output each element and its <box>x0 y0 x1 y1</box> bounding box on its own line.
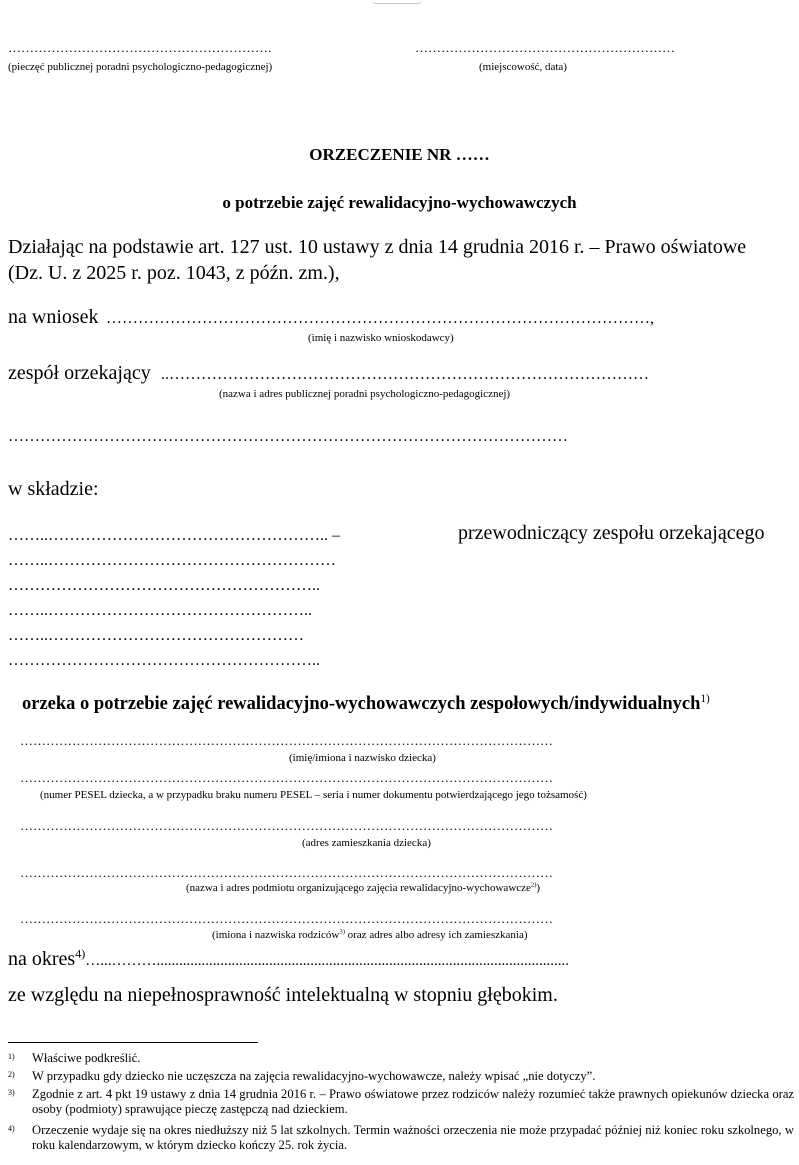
organizer-hint <box>186 882 540 894</box>
place-label: (miejscowość, data) <box>479 61 567 73</box>
footnote-1-mark: 1) <box>8 1052 15 1061</box>
page-top-edge-mark <box>372 0 422 4</box>
footnote-3 <box>8 1087 794 1117</box>
child-pesel-hint: (numer PESEL dziecka, a w przypadku braku numeru PESEL – seria i numer dokumentu potwierdzającego jego tożsamość) <box>40 789 587 801</box>
member-line-5: ………………………………………………….. <box>8 652 320 669</box>
stamp-label: (pieczęć publicznej poradni psychologiczno-pedagogicznej) <box>8 61 273 73</box>
conclusion-text: ze względu na niepełnosprawność intelektualną w stopniu głębokim. <box>8 984 558 1006</box>
organizer-dots: …………………………………………………………………………………………………………… <box>20 865 553 880</box>
child-name-dots: …………………………………………………………………………………………………………… <box>20 733 553 748</box>
zespol-hint: (nazwa i adres publicznej poradni psychologiczno-pedagogicznej) <box>219 388 511 400</box>
zespol-label: zespół orzekający <box>8 362 151 384</box>
zespol-dots-line-2: …………………………………………………………………………………………… <box>8 428 568 445</box>
footnote-1 <box>8 1051 794 1066</box>
zespol-dots: ..……………………………………………………………………………… <box>161 366 649 383</box>
footnote-3-text: Zgodnie z art. 4 pkt 19 ustawy z dnia 14 grudnia 2016 r. – Prawo oświatowe przez rodziców należy rozumieć także prawnych opiekunów dziecka oraz osoby (podmioty) sprawujące pieczę zastępczą nad dzieckiem. <box>32 1087 794 1116</box>
chair-label: przewodniczący zespołu orzekającego <box>458 522 765 544</box>
chair-dots: ……..…………………………………………….. – <box>8 527 340 544</box>
okres-dots: …...……….............................................................................................................. <box>85 953 569 969</box>
organizer-footnote-ref: 2) <box>530 881 537 889</box>
stamp-dots: ……………………………………………………. <box>8 40 272 55</box>
parents-dots: …………………………………………………………………………………………………………… <box>20 911 553 926</box>
orzeka-heading <box>22 694 710 715</box>
footnote-4-text: Orzeczenie wydaje się na okres niedłuższy niż 5 lat szkolnych. Termin ważności orzeczenia nie może przypadać później niż koniec roku szkolnego, w roku kalendarzowym, w którym dziecko kończy 25. rok życia. <box>32 1123 794 1152</box>
footnote-4-mark: 4) <box>8 1124 15 1133</box>
child-address-dots: …………………………………………………………………………………………………………… <box>20 818 553 833</box>
parents-footnote-ref: 3) <box>339 928 345 936</box>
intro-line-1: Działając na podstawie art. 127 ust. 10 ustawy z dnia 14 grudnia 2016 r. – Prawo oświatowe <box>8 236 747 258</box>
footnote-2 <box>8 1069 794 1084</box>
footnote-2-mark: 2) <box>8 1070 15 1079</box>
child-pesel-dots: …………………………………………………………………………………………………………… <box>20 770 553 785</box>
orzeka-footnote-ref: 1) <box>700 692 710 705</box>
member-line-3: ……..………………………………………….. <box>8 602 312 619</box>
wniosek-dots: …………………………………………………………………………………………, <box>106 310 654 327</box>
organizer-hint-close: ) <box>536 882 541 894</box>
intro-line-2: (Dz. U. z 2025 r. poz. 1043, z późn. zm.), <box>8 262 340 284</box>
organizer-hint-text: (nazwa i adres podmiotu organizującego zajęcia rewalidacyjno-wychowawcze <box>186 882 531 894</box>
parents-hint-text: (imiona i nazwiska rodziców <box>212 929 340 941</box>
child-name-hint: (imię/imiona i nazwisko dziecka) <box>289 752 436 764</box>
orzeka-heading-text: orzeka o potrzebie zajęć rewalidacyjno-wychowawczych zespołowych/indywidualnych <box>22 694 701 714</box>
wniosek-hint: (imię i nazwisko wnioskodawcy) <box>308 332 454 344</box>
okres-label: na okres <box>8 948 76 970</box>
member-line-1: ……..……………………………………………… <box>8 552 336 569</box>
footnote-3-mark: 3) <box>8 1088 15 1097</box>
okres-line <box>8 948 569 971</box>
document-title: ORZECZENIE NR …… <box>309 145 490 164</box>
member-line-4: ……..………………………………………… <box>8 627 304 644</box>
footnote-1-text: Właściwe podkreślić. <box>32 1051 141 1065</box>
wniosek-label: na wniosek <box>8 306 99 328</box>
child-address-hint: (adres zamieszkania dziecka) <box>302 837 431 849</box>
parents-hint <box>212 929 528 941</box>
document-subtitle: o potrzebie zajęć rewalidacyjno-wychowawczych <box>222 193 577 212</box>
footnote-4 <box>8 1123 794 1153</box>
parents-hint-rest: oraz adres albo adresy ich zamieszkania) <box>344 929 528 941</box>
skladzie-label: w składzie: <box>8 478 99 500</box>
member-line-2: ………………………………………………….. <box>8 577 320 594</box>
footnote-2-text: W przypadku gdy dziecko nie uczęszcza na zajęcia rewalidacyjno-wychowawcze, należy wpisać „nie dotyczy”. <box>32 1069 596 1083</box>
okres-footnote-ref: 4) <box>75 946 86 961</box>
footnote-separator <box>8 1042 258 1043</box>
place-dots: …………………………………………………… <box>415 40 675 55</box>
